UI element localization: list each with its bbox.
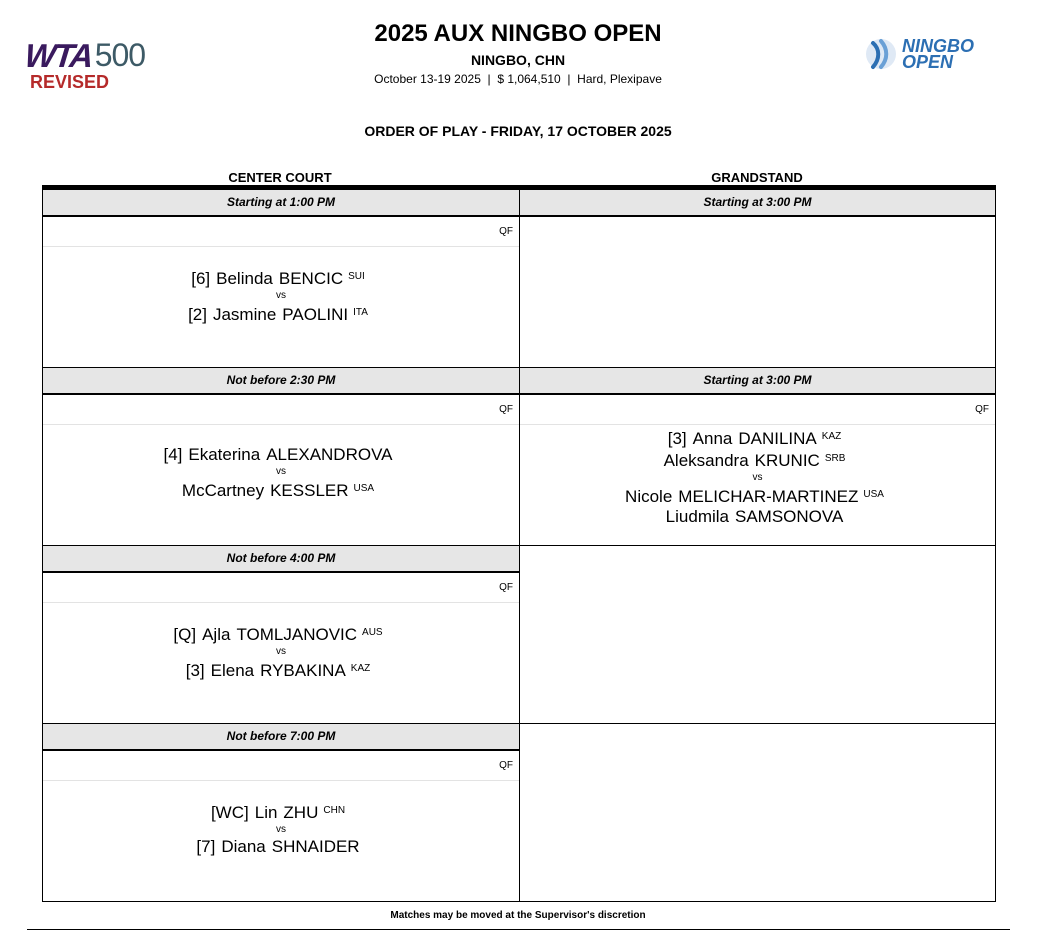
time-slot: Not before 4:00 PM [42, 545, 520, 573]
round-label: QF [975, 404, 989, 415]
match-cell [42, 572, 520, 725]
match-players [520, 427, 995, 527]
round-label: QF [499, 404, 513, 415]
vs-label: vs [276, 466, 286, 477]
round-label: QF [499, 760, 513, 771]
revised-label: REVISED [30, 72, 110, 92]
vs-label: vs [276, 290, 286, 301]
vs-label: vs [752, 472, 763, 483]
vs-label: vs [276, 824, 286, 835]
nationality: ITA [353, 307, 368, 318]
empty-cell [519, 723, 996, 902]
round-row [43, 395, 519, 425]
ningbo-logo-line1: NINGBO [902, 36, 974, 56]
player-line: [WC] Lin ZHU $^{CHN}$ [210, 803, 346, 822]
order-of-play-heading: ORDER OF PLAY - FRIDAY, 17 OCTOBER 2025 [364, 123, 672, 139]
player-line: [Q] Ajla TOMLJANOVIC $^{AUS}$ [173, 625, 383, 644]
nationality: AUS [362, 627, 383, 638]
player-line: [3] Anna DANILINA $^{KAZ}$ [667, 429, 842, 448]
match-cell [42, 750, 520, 902]
match-players [43, 801, 519, 857]
nationality: CHN [323, 805, 346, 816]
player-line: [3] Elena RYBAKINA $^{KAZ}$ [185, 661, 371, 680]
match-cell [42, 216, 520, 369]
match-players [43, 623, 519, 681]
time-slot: Not before 2:30 PM [42, 367, 520, 395]
time-slot: Starting at 3:00 PM [519, 367, 996, 395]
player-line: Liudmila SAMSONOVA [665, 507, 844, 526]
player-line: [7] Diana SHNAIDER [196, 837, 360, 856]
wta-logo-number: 500 [94, 37, 146, 73]
court-heading-center: CENTER COURT [228, 170, 332, 185]
nationality: SUI [348, 271, 365, 282]
location: NINGBO, CHN [470, 52, 566, 68]
ningbo-logo-line2: OPEN [902, 52, 954, 72]
footer-rule [27, 929, 1010, 930]
player-line: [6] Belinda BENCIC $^{SUI}$ [191, 269, 365, 288]
time-slot: Starting at 3:00 PM [519, 189, 996, 217]
player-line: Nicole MELICHAR-MARTINEZ $^{USA}$ [625, 487, 884, 506]
nationality: KAZ [350, 663, 371, 674]
time-slot: Starting at 1:00 PM [42, 189, 520, 217]
player-line: [2] Jasmine PAOLINI $^{ITA}$ [188, 305, 368, 324]
vs-label: vs [276, 646, 286, 657]
court-heading-grandstand: GRANDSTAND [711, 170, 803, 185]
empty-cell [519, 545, 996, 725]
round-label: QF [499, 582, 513, 593]
nationality: SRB [824, 453, 846, 464]
match-cell [42, 394, 520, 547]
round-row [43, 573, 519, 603]
ningbo-logo-text [902, 38, 974, 70]
ningbo-ball-icon [864, 37, 898, 71]
footer-note: Matches may be moved at the Supervisor's discretion [390, 910, 646, 921]
player-line: Aleksandra KRUNIC $^{SRB}$ [663, 451, 846, 470]
time-slot: Not before 7:00 PM [42, 723, 520, 751]
nationality: USA [863, 489, 884, 500]
round-row [520, 395, 995, 425]
round-row [43, 217, 519, 247]
match-cell [519, 394, 996, 547]
ningbo-open-logo [864, 37, 974, 71]
round-row [43, 751, 519, 781]
nationality: USA [353, 483, 375, 494]
tournament-info: October 13-19 2025 | $ 1,064,510 | Hard, Plexipave [374, 72, 662, 86]
nationality: KAZ [821, 431, 842, 442]
match-players [43, 267, 519, 325]
player-line: [4] Ekaterina ALEXANDROVA [163, 445, 393, 464]
empty-cell [519, 216, 996, 369]
page-title: 2025 AUX NINGBO OPEN [374, 20, 662, 47]
player-line: McCartney KESSLER $^{USA}$ [181, 481, 375, 500]
round-label: QF [499, 226, 513, 237]
wta-logo-word: WTA [23, 37, 94, 74]
match-players [43, 445, 519, 501]
